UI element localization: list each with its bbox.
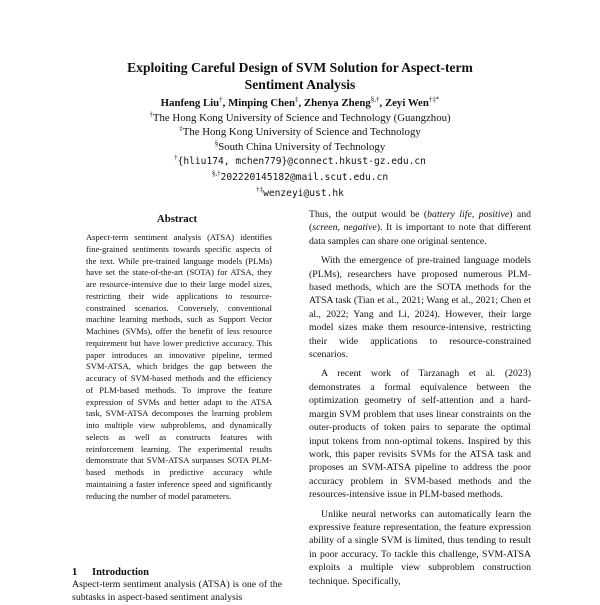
paragraph: With the emergence of pre-trained language models (PLMs), researchers have proposed numerous PLM-based methods, which are the SOTA methods for the ATSA task (Tian et al., 2021; Wang et al., 2021; Chen et al., 2022; Yang and Li, 2024). However, their large model sizes make them resource-intensive, restricting their wide applications to resource-constrained scenarios. bbox=[309, 255, 531, 361]
author-name: Minping Chen bbox=[228, 97, 295, 109]
paragraph: Unlike neural networks can automatically learn the expressive feature representation, the feature expression ability of a single SVM is limited, thus tending to result in poor accuracy. To tackle this challenge, SVM-ATSA exploits a multiple view subproblem construction technique. Specifically, bbox=[309, 508, 531, 587]
section-number: 1 bbox=[72, 567, 78, 578]
intro-paragraph-left: Aspect-term sentiment analysis (ATSA) is one of the subtasks in aspect-based sentiment analysis bbox=[72, 579, 282, 604]
email-mark: §,† bbox=[211, 169, 221, 178]
right-column bbox=[309, 208, 531, 594]
section-heading bbox=[72, 567, 149, 578]
paper-title bbox=[60, 59, 540, 93]
author-names: Hanfeng Liu†, Minping Chen‡, Zhenya Zheng§,†, Zeyi Wen†‡* bbox=[160, 95, 440, 109]
math-tuple: screen, negative bbox=[312, 222, 377, 234]
affiliation-mark: ‡ bbox=[179, 124, 183, 133]
author-mark: † bbox=[219, 95, 223, 104]
email-line bbox=[60, 170, 540, 186]
author-name: Zeyi Wen bbox=[384, 97, 429, 109]
affiliation bbox=[60, 140, 540, 155]
affiliation-text: The Hong Kong University of Science and Technology bbox=[182, 126, 421, 139]
email-text: wenzeyi@ust.hk bbox=[263, 187, 344, 199]
email-text: 202220145182@mail.scut.edu.cn bbox=[220, 171, 389, 183]
text-run: ). It is important to note that different data samples can share one original sentence. bbox=[309, 222, 531, 247]
affiliation-mark: § bbox=[214, 139, 219, 148]
author-block bbox=[60, 96, 540, 201]
abstract-text: Aspect-term sentiment analysis (ATSA) identifies fine-grained sentiments towards specific aspects of the text. While pre-trained language models (PLMs) have set the state-of-the-art (SOTA) for ATSA, they are resource-intensive due to their large model sizes, restricting their wide applications to resource-constrained scenarios. Conversely, conventional machine learning methods, such as Support Vector Machines (SVMs), offer the benefit of less resource requirement but have lower predictive accuracy. This paper introduces an innovative pipeline, termed SVM-ATSA, which bridges the gap between the accuracy of SVM-based methods and the efficiency of PLM-based methods. To improve the feature expression of SVMs and better adapt to the ATSA task, SVM-ATSA decomposes the learning problem into multiple view subproblems, and dynamically selects as well as constructs features with reinforcement learning. The experimental results demonstrate that SVM-ATSA surpasses SOTA PLM-based methods in predictive accuracy while maintaining a faster inference speed and significantly reducing the number of model parameters. bbox=[86, 232, 272, 501]
title-line-1: Exploiting Careful Design of SVM Solution for Aspect-term bbox=[127, 60, 473, 75]
email-line bbox=[60, 154, 540, 170]
affiliation bbox=[60, 111, 540, 126]
paragraph bbox=[309, 208, 531, 248]
affiliation bbox=[60, 125, 540, 140]
section-title: Introduction bbox=[92, 567, 149, 578]
author-mark: ‡ bbox=[294, 95, 299, 104]
paragraph: A recent work of Tarzanagh et al. (2023) demonstrates a formal equivalence between the optimization geometry of self-attention and a hard-margin SVM problem that uses linear constraints on the outer-products of token pairs to separate the optimal input tokens from non-optimal tokens. Inspired by this work, this paper revisits SVMs for the ATSA task and proposes an SVM-ATSA pipeline to address the poor accuracy problem in SVM-based methods and the resources-intensive issue in PLM-based methods. bbox=[309, 368, 531, 501]
email-mark: †‡ bbox=[256, 184, 264, 193]
text-run: Thus, the output would be ( bbox=[309, 209, 428, 220]
text-run: ) and ( bbox=[309, 209, 531, 234]
email-text: {hliu174, mchen779}@connect.hkust-gz.edu.cn bbox=[177, 156, 426, 168]
author-mark: §,† bbox=[370, 95, 380, 104]
affiliation-text: The Hong Kong University of Science and Technology (Guangzhou) bbox=[152, 111, 451, 124]
title-line-2: Sentiment Analysis bbox=[244, 77, 356, 92]
author-name: Zhenya Zheng bbox=[303, 97, 371, 109]
author-name: Hanfeng Liu bbox=[160, 97, 220, 109]
affiliation-mark: † bbox=[149, 110, 153, 118]
math-tuple: battery life, positive bbox=[427, 209, 510, 220]
author-mark: †‡* bbox=[428, 95, 440, 104]
affiliation-text: South China University of Technology bbox=[218, 140, 386, 153]
abstract-heading: Abstract bbox=[156, 213, 198, 225]
email-mark: † bbox=[174, 153, 178, 162]
email-line bbox=[60, 186, 540, 202]
